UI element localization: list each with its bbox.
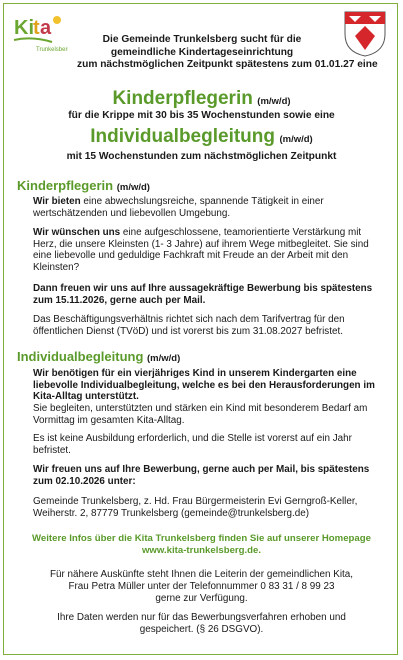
privacy-line-2: gespeichert. (§ 26 DSGVO).: [139, 624, 264, 635]
section1-paragraph-2: Wir wünschen uns eine aufgeschlossene, teamorientierte Verstärkung mit Herz, die unsere Kleinsten (1- 3 Jahre) auf ihrem Wege mitbegleitet. Sie sind eine liebevolle und geduldige Fachkraft mit Freude an der Arbeit mit den Kleinsten?: [33, 227, 369, 274]
hero-title-1: Kinderpflegerin: [112, 88, 253, 109]
section2-paragraph-5: Gemeinde Trunkelsberg, z. Hd. Frau Bürgermeisterin Evi Gerngroß-Keller, Weiherstr. 2, 87779 Trunkelsberg (gemeinde@trunkelsberg.de): [33, 496, 358, 519]
municipal-crest: [343, 10, 387, 63]
section2-title: Individualbegleitung: [17, 349, 144, 364]
privacy-line-1: Ihre Daten werden nur für das Bewerbungsverfahren erhoben und: [57, 612, 346, 623]
section2-paragraph-2: Sie begleiten, unterstützten und stärken ein Kind mit besonderem Bedarf am Vormittag im gesamten Kita-Alltag.: [33, 403, 368, 426]
hero-sub-1: für die Krippe mit 30 bis 35 Wochenstunden sowie eine: [68, 110, 335, 121]
intro-line-1: Die Gemeinde Trunkelsberg sucht für die: [102, 34, 302, 45]
contact-line-1: Für nähere Auskünfte steht Ihnen die Leiterin der gemeindlichen Kita,: [49, 569, 354, 580]
kita-logo: [12, 10, 68, 54]
section1-paragraph-4: Das Beschäftigungsverhältnis richtet sich nach dem Tarifvertrag für den öffentlichen Dienst (TVöD) und ist vorerst bis zum 31.08.2027 befristet.: [33, 314, 345, 337]
section1-paragraph-1: Wir bieten eine abwechslungsreiche, spannende Tätigkeit in einer wertschätzenden und liebevollen Umgebung.: [33, 196, 324, 219]
svg-text:Trunkelsberg: Trunkelsberg: [36, 47, 68, 53]
svg-text:Ki: Ki: [14, 17, 34, 39]
svg-text:t: t: [33, 17, 40, 39]
section2-paragraph-3: Es ist keine Ausbildung erforderlich, und die Stelle ist vorerst auf ein Jahr befristet.: [33, 433, 352, 456]
hero-title-2: Individualbegleitung: [90, 126, 276, 147]
section1-paragraph-3: Dann freuen wir uns auf Ihre aussagekräftige Bewerbung bis spätestens zum 15.11.2026, gerne auch per Mail.: [33, 283, 373, 306]
section1-mwd: (m/w/d): [116, 182, 150, 193]
homepage-link[interactable]: www.kita-trunkelsberg.de.: [141, 545, 262, 556]
section2-mwd: (m/w/d): [147, 353, 181, 364]
section1-title: Kinderpflegerin: [17, 178, 114, 193]
svg-text:a: a: [40, 17, 52, 39]
hero-mwd-1: (m/w/d): [257, 96, 291, 107]
section2-paragraph-1: Wir benötigen für ein vierjähriges Kind in unserem Kindergarten eine liebevolle Individualbegleitung, welche es bei den Herausforderungen im Kita-Alltag unterstützt.: [33, 368, 375, 403]
hero-sub-2: mit 15 Wochenstunden zum nächstmöglichen Zeitpunkt: [66, 151, 337, 162]
contact-line-3: gerne zur Verfügung.: [155, 593, 248, 604]
intro-line-2: gemeindliche Kindertageseinrichtung: [110, 46, 294, 58]
contact-line-2: Frau Petra Müller unter der Telefonnummer 0 83 31 / 8 99 23: [68, 581, 335, 592]
hero-mwd-2: (m/w/d): [279, 134, 313, 145]
intro-line-3: zum nächstmöglichen Zeitpunkt spätestens zum 01.01.27 eine: [77, 59, 378, 70]
homepage-info: Weitere Infos über die Kita Trunkelsberg finden Sie auf unserer Homepage: [32, 533, 371, 544]
section2-paragraph-4: Wir freuen uns auf Ihre Bewerbung, gerne auch per Mail, bis spätestens zum 02.10.2026 unter:: [33, 464, 370, 487]
